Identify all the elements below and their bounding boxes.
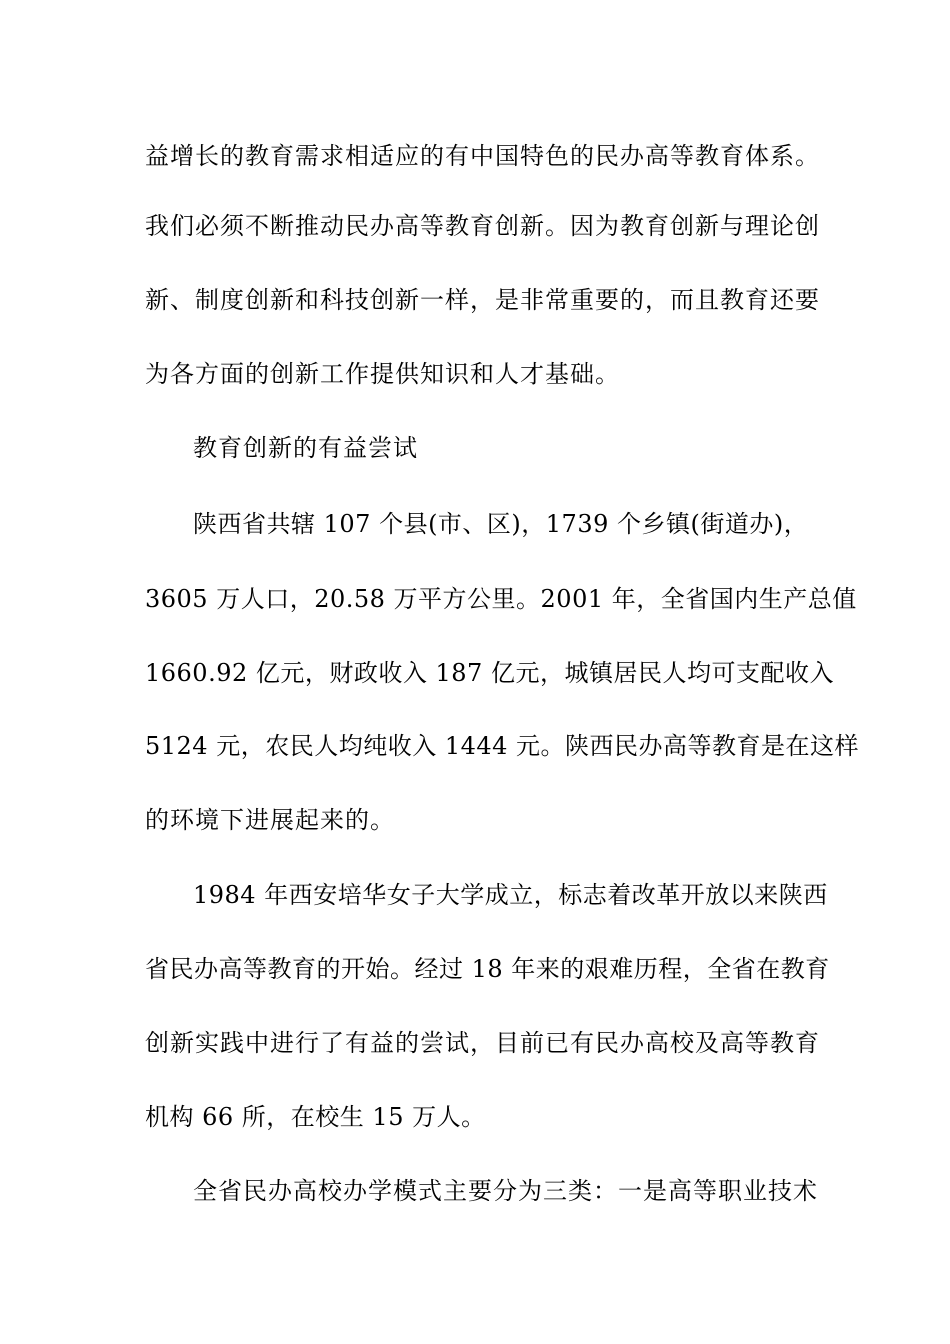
paragraph-line: 1660.92 亿元，财政收入 187 亿元，城镇居民人均可支配收入 (145, 659, 834, 687)
paragraph-line: 创新实践中进行了有益的尝试，目前已有民办高校及高等教育 (145, 1029, 820, 1057)
paragraph-line: 3605 万人口，20.58 万平方公里。2001 年，全省国内生产总值 (145, 585, 857, 613)
paragraph-line: 省民办高等教育的开始。经过 18 年来的艰难历程，全省在教育 (145, 955, 830, 983)
paragraph-line: 为各方面的创新工作提供知识和人才基础。 (145, 360, 620, 388)
paragraph-line: 新、制度创新和科技创新一样，是非常重要的，而且教育还要 (145, 286, 820, 314)
paragraph-line: 我们必须不断推动民办高等教育创新。因为教育创新与理论创 (145, 212, 820, 240)
section-heading: 教育创新的有益尝试 (193, 434, 418, 462)
paragraph-line: 5124 元，农民人均纯收入 1444 元。陕西民办高等教育是在这样 (145, 732, 860, 760)
paragraph-line: 1984 年西安培华女子大学成立，标志着改革开放以来陕西 (193, 881, 828, 909)
paragraph-line: 陕西省共辖 107 个县(市、区)，1739 个乡镇(街道办)， (193, 510, 809, 538)
paragraph-line: 的环境下进展起来的。 (145, 806, 395, 834)
paragraph-line: 机构 66 所，在校生 15 万人。 (145, 1103, 486, 1131)
paragraph-line: 益增长的教育需求相适应的有中国特色的民办高等教育体系。 (145, 142, 820, 170)
paragraph-line: 全省民办高校办学模式主要分为三类：一是高等职业技术 (193, 1177, 818, 1205)
